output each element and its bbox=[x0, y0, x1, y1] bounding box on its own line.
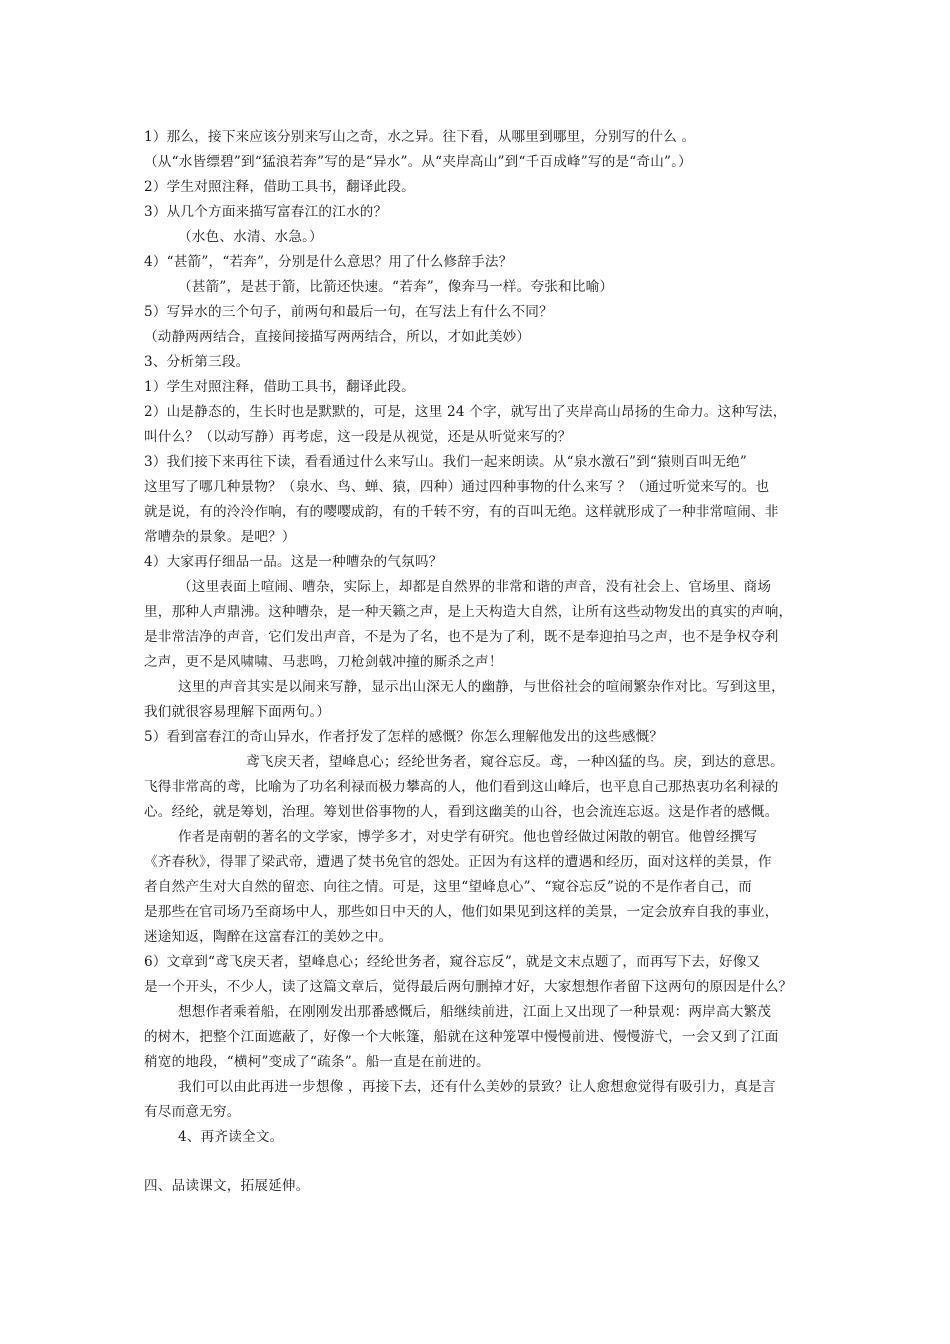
text-line: 2）学生对照注释，借助工具书，翻译此段。 bbox=[144, 179, 415, 195]
text-line: 迷途知返，陶醉在这富春江的美妙之中。 bbox=[144, 929, 393, 945]
text-line: 这里的声音其实是以闹来写静，显示出山深无人的幽静，与世俗社会的喧闹繁杂作对比。写到这里， bbox=[178, 679, 785, 695]
text-line: （甚箭”，是甚于箭，比箭还快速。“若奔”，像奔马一样。夸张和比喻） bbox=[178, 279, 614, 295]
text-line: 5）写异水的三个句子，前两句和最后一句，在写法上有什么不同？ bbox=[144, 304, 553, 320]
text-line: 3）我们接下来再往下读，看看通过什么来写山。我们一起来朗读。从“泉水激石”到“猿则百叫无绝” bbox=[144, 454, 747, 470]
text-line: 4、再齐读全文。 bbox=[178, 1129, 284, 1145]
text-line: 鸢飞戾天者，望峰息心；经纶世务者，窥谷忘反。鸢，一种凶猛的鸟。戾，到达的意思。 bbox=[246, 754, 784, 770]
text-line: 这里写了哪几种景物？（泉水、鸟、蝉、猿，四种）通过四种事物的什么来写 ？（通过听觉来写的。也 bbox=[144, 479, 770, 495]
text-line: 之声，更不是风啸啸、马悲鸣，刀枪剑戟冲撞的厮杀之声！ bbox=[144, 654, 503, 670]
text-line: 作者是南朝的著名的文学家，博学多才，对史学有研究。他也曾经做过闲散的朝官。他曾经撰写 bbox=[178, 829, 758, 845]
text-line: 3）从几个方面来描写富春江的江水的？ bbox=[144, 204, 388, 220]
text-line: 3、分析第三段。 bbox=[144, 354, 250, 370]
text-line: 常嘈杂的景象。是吧？） bbox=[144, 529, 296, 545]
text-line: 是一个开头，不少人，读了这篇文章后，觉得最后两句删掉才好，大家想想作者留下这两句的原因是什么？ bbox=[144, 979, 793, 995]
text-line: 里，那种人声鼎沸。这种嘈杂，是一种天籁之声，是上天构造大自然，让所有这些动物发出的真实的声响， bbox=[144, 604, 793, 620]
text-line: 我们就很容易理解下面两句。） bbox=[144, 704, 331, 720]
text-line: （动静两两结合，直接间接描写两两结合，所以，才如此美妙） bbox=[144, 329, 531, 345]
text-line: 飞得非常高的鸢，比喻为了功名利禄而极力攀高的人，他们看到这山峰后，也平息自己那热衷功名利禄的 bbox=[144, 779, 779, 795]
text-line: 4）“甚箭”，“若奔”，分别是什么意思？用了什么修辞手法？ bbox=[144, 254, 513, 270]
text-line: 者自然产生对大自然的留恋、向往之情。可是，这里“望峰息心”、“窥谷忘反”说的不是作者自己，而 bbox=[144, 879, 752, 895]
text-line: 4）大家再仔细品一品。这是一种嘈杂的气氛吗？ bbox=[144, 554, 443, 570]
text-line: 想想作者乘着船，在刚刚发出那番感慨后，船继续前进，江面上又出现了一种景观：两岸高大繁茂 bbox=[178, 1004, 772, 1020]
text-line: 的树木，把整个江面遮蔽了，好像一个大帐篷，船就在这种笼罩中慢慢前进、慢慢游弋，一会又到了江面 bbox=[144, 1029, 779, 1045]
text-line: 我们可以由此再进一步想像 ，再接下去，还有什么美妙的景致？让人愈想愈觉得有吸引力，真是言 bbox=[178, 1079, 776, 1095]
text-line: 1）学生对照注释，借助工具书，翻译此段。 bbox=[144, 379, 415, 395]
text-line: 6）文章到“鸢飞戾天者，望峰息心；经纶世务者，窥谷忘反”，就是文末点题了，而再写下去，好像又 bbox=[144, 954, 761, 970]
text-line: （从“水皆缥碧”到“猛浪若奔”写的是“异水”。从“夹岸高山”到“千百成峰”写的是“奇山”。） bbox=[144, 154, 692, 170]
text-line: 有尽而意无穷。 bbox=[144, 1104, 241, 1120]
text-line: 5）看到富春江的奇山异水，作者抒发了怎样的感慨？你怎么理解他发出的这些感慨？ bbox=[144, 729, 664, 745]
text-line: 是非常洁净的声音，它们发出声音，不是为了名，也不是为了利，既不是奉迎拍马之声，也不是争权夺利 bbox=[144, 629, 779, 645]
text-line: 叫什么？（以动写静）再考虑，这一段是从视觉，还是从听觉来写的？ bbox=[144, 429, 572, 445]
text-line: 1）那么，接下来应该分别来写山之奇，水之异。往下看，从哪里到哪里，分别写的什么 。 bbox=[144, 129, 696, 145]
text-line: 2）山是静态的，生长时也是默默的，可是，这里 24 个字，就写出了夹岸高山昂扬的生命力。这种写法， bbox=[144, 404, 787, 420]
text-line: 四、品读课文，拓展延伸。 bbox=[144, 1178, 310, 1194]
text-line: 稍宽的地段，“横柯”变成了“疏条”。船一直是在前进的。 bbox=[144, 1054, 490, 1070]
text-line: （水色、水清、水急。） bbox=[178, 229, 323, 245]
text-line: （这里表面上喧闹、嘈杂，实际上，却都是自然界的非常和谐的声音，没有社会上、官场里、商场 bbox=[178, 579, 772, 595]
text-line: 就是说，有的泠泠作响，有的嘤嘤成韵，有的千转不穷，有的百叫无绝。这样就形成了一种非常喧闹、非 bbox=[144, 504, 779, 520]
text-line: 心。经纶，就是筹划，治理。筹划世俗事物的人，看到这幽美的山谷，也会流连忘返。这是作者的感慨。 bbox=[144, 804, 779, 820]
text-line: 是那些在官司场乃至商场中人，那些如日中天的人，他们如果见到这样的美景，一定会放弃自我的事业， bbox=[144, 904, 779, 920]
text-line: 《齐春秋》，得罪了梁武帝，遭遇了焚书免官的怨处。正因为有这样的遭遇和经历，面对这样的美景，作 bbox=[144, 854, 772, 870]
